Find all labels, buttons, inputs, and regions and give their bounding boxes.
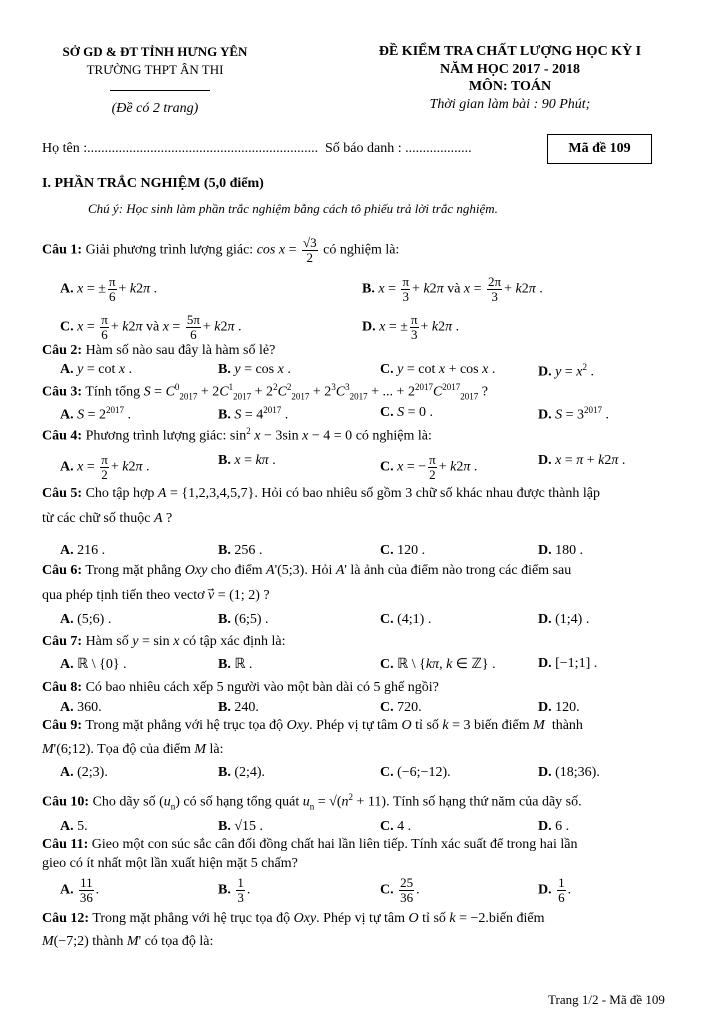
- pages-note: (Đề có 2 trang): [111, 101, 199, 116]
- question-5: Câu 5: Cho tập hợp A = {1,2,3,4,5,7}. Hỏi có bao nhiêu số gồm 3 chữ số khác nhau được thành lập: [42, 486, 601, 501]
- option-a: A. ℝ \ {0} .: [60, 657, 127, 672]
- department-name: SỞ GD & ĐT TỈNH HƯNG YÊN: [62, 44, 248, 59]
- question-8: Câu 8: Có bao nhiêu cách xếp 5 người vào một bàn dài có 5 ghế ngồi?: [42, 680, 439, 695]
- school-year: NĂM HỌC 2017 - 2018: [440, 62, 580, 77]
- option-b: B. 240.: [218, 700, 259, 715]
- option-a: A. $S = 2^{2017}$ .: [60, 405, 132, 423]
- option-b: B. (6;5) .: [218, 612, 269, 627]
- option-c: C. (−6;−12).: [380, 765, 451, 780]
- exam-code-box: Mã đề 109: [547, 134, 652, 164]
- question-4: Câu 4: Phương trình lượng giác: $\sin^2 x - 3\sin$ x − 4 = 0 có nghiệm là:: [42, 426, 432, 444]
- question-12-line-2: M(−7;2) thành M' có tọa độ là:: [42, 934, 214, 949]
- option-c: C. y = cot x + cos x .: [380, 362, 496, 377]
- option-d: D. x = ± $\frac{\pi}{3}$ + k2π .: [362, 312, 460, 342]
- option-b: B. $S = 4^{2017}$ .: [218, 405, 289, 423]
- option-c: C. x = $\frac{\pi}{6}$ + k2π và x = $\frac{5\pi}{6}$ + k2π .: [60, 312, 242, 342]
- option-c: C. (4;1) .: [380, 612, 432, 627]
- option-d: D. (18;36).: [538, 765, 600, 780]
- question-7: Câu 7: Hàm số y = sin x có tập xác định là:: [42, 634, 286, 649]
- option-a: A. (5;6) .: [60, 612, 112, 627]
- question-5-line-2: từ các chữ số thuộc A ?: [42, 511, 173, 526]
- option-d: D. 120.: [538, 700, 580, 715]
- option-c: C. ℝ \ {kπ, k ∈ ℤ} .: [380, 657, 496, 672]
- option-d: D. 180 .: [538, 543, 584, 558]
- exam-title: ĐỀ KIỂM TRA CHẤT LƯỢNG HỌC KỲ I: [378, 44, 642, 59]
- question-9: Câu 9: Trong mặt phẳng với hệ trục tọa độ Oxy. Phép vị tự tâm O tỉ số k = 3 biến điểm M thành: [42, 718, 583, 733]
- question-11: Câu 11: Gieo một con súc sắc cân đối đồng chất hai lần liên tiếp. Tính xác suất để trong hai lần: [42, 837, 578, 852]
- option-c: C. 4 .: [380, 819, 412, 834]
- question-6: Câu 6: Trong mặt phẳng Oxy cho điểm A'(5;3). Hỏi A' là ảnh của điểm nào trong các điểm sau: [42, 563, 572, 578]
- option-b: B. x = kπ .: [218, 453, 276, 468]
- option-d: D. 6 .: [538, 819, 570, 834]
- question-label: Câu 1:: [42, 242, 83, 258]
- section-note: Chú ý: Học sinh làm phần trắc nghiệm bằng cách tô phiếu trả lời trắc nghiệm.: [88, 201, 498, 216]
- option-b: B. √15 .: [218, 819, 264, 834]
- header-divider: [110, 90, 210, 91]
- school-name: TRƯỜNG THPT ÂN THI: [86, 62, 224, 77]
- option-a: A. $\frac{11}{36}$ .: [60, 875, 100, 905]
- page-footer: Trang 1/2 - Mã đề 109: [548, 992, 665, 1007]
- question-3: Câu 3: Tính tổng $S = C^0_{2017} + 2C^1_{2017} + 2^2C^2_{2017} + 2^3C^3_{2017}$ + ... + $2^{2017}C^{2017}_{2017}$ ?: [42, 382, 489, 402]
- option-c: C. x = − $\frac{\pi}{2}$ + k2π .: [380, 452, 478, 482]
- question-9-line-2: M'(6;12). Tọa độ của điểm M là:: [42, 742, 224, 757]
- option-a: A. (2;3).: [60, 765, 108, 780]
- option-c: C. 120 .: [380, 543, 426, 558]
- question-11-line-2: gieo có ít nhất một lần xuất hiện mặt 5 chấm?: [42, 856, 298, 871]
- option-b: B. 256 .: [218, 543, 263, 558]
- question-1: Câu 1: Giải phương trình lượng giác: cos x = $\frac{√3}{2}$ có nghiệm là:: [42, 235, 400, 265]
- option-a: A. 360.: [60, 700, 102, 715]
- question-12: Câu 12: Trong mặt phẳng với hệ trục tọa độ Oxy. Phép vị tự tâm O tỉ số k = −2.biến điểm: [42, 911, 545, 926]
- option-d: D. x = π + k2π .: [538, 453, 626, 468]
- option-a: A. 5.: [60, 819, 88, 834]
- option-c: C. $\frac{25}{36}$ .: [380, 875, 420, 905]
- question-2: Câu 2: Hàm số nào sau đây là hàm số lẻ?: [42, 343, 276, 358]
- option-d: D. $y = x^2$ .: [538, 362, 594, 380]
- section-title: I. PHẦN TRẮC NGHIỆM (5,0 điểm): [42, 176, 264, 191]
- option-c: C. S = 0 .: [380, 405, 434, 420]
- student-id-field: Số báo danh : ...................: [325, 141, 472, 156]
- duration: Thời gian làm bài : 90 Phút;: [429, 97, 591, 112]
- option-d: D. [−1;1] .: [538, 656, 598, 671]
- subject: MÔN: TOÁN: [468, 79, 552, 94]
- option-d: D. $\frac{1}{6}$ .: [538, 875, 572, 905]
- student-name-field: Họ tên :..................................................................: [42, 141, 319, 156]
- option-b: B. x = $\frac{\pi}{3}$ + k2π và x = $\frac{2\pi}{3}$ + k2π .: [362, 274, 543, 304]
- option-d: D. (1;4) .: [538, 612, 590, 627]
- option-a: A. x = ± $\frac{\pi}{6}$ + k2π .: [60, 274, 158, 304]
- option-b: B. y = cos x .: [218, 362, 291, 377]
- option-b: B. $\frac{1}{3}$ .: [218, 875, 251, 905]
- option-a: A. y = cot x .: [60, 362, 133, 377]
- option-b: B. ℝ .: [218, 657, 253, 672]
- question-6-line-2: qua phép tịnh tiến theo vectơ v⃗ = (1; 2) ?: [42, 588, 270, 603]
- option-b: B. (2;4).: [218, 765, 266, 780]
- option-a: A. 216 .: [60, 543, 106, 558]
- question-10: Câu 10: Cho dãy số $(u_n)$ có số hạng tổng quát $u_n = √(n^2 + 11)$. Tính số hạng thứ năm của dãy số.: [42, 792, 582, 812]
- option-d: D. $S = 3^{2017}$ .: [538, 405, 610, 423]
- option-a: A. x = $\frac{\pi}{2}$ + k2π .: [60, 452, 150, 482]
- option-c: C. 720.: [380, 700, 422, 715]
